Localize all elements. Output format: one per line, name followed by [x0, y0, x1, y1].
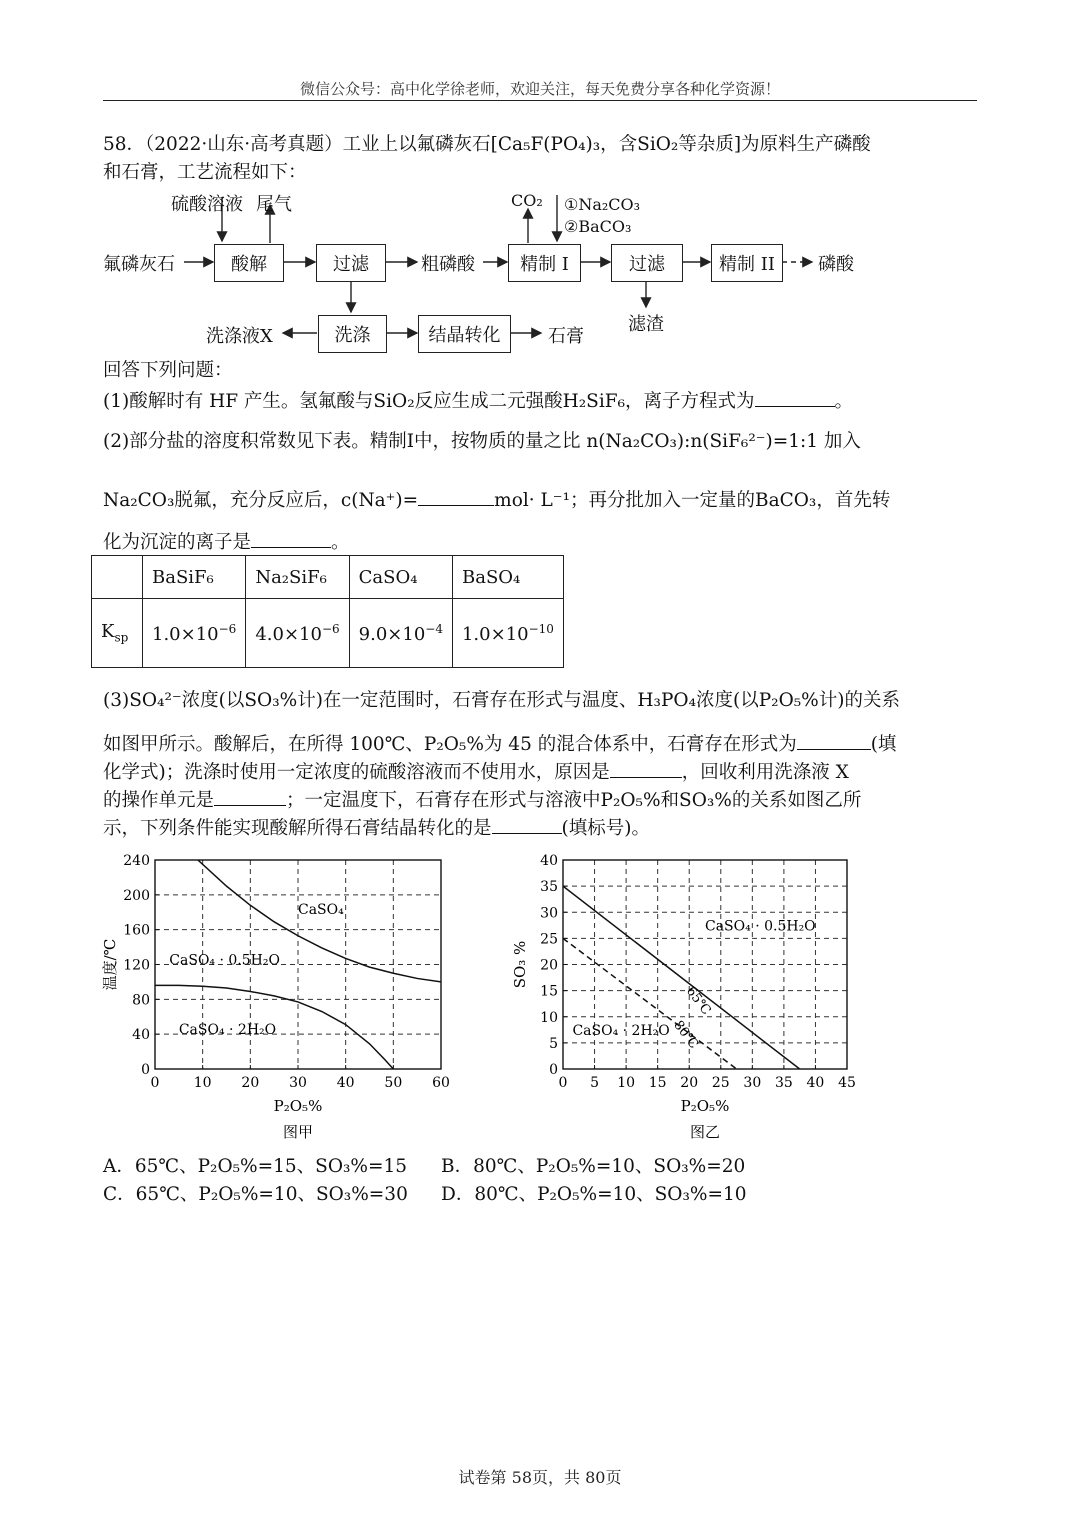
option-c[interactable]: C．65℃、P₂O₅%=10、SO₃%=30: [103, 1184, 408, 1205]
x-tick-label: 30: [289, 1075, 307, 1091]
ksp-mantissa: 9.0×10: [358, 623, 426, 645]
x-tick-label: 60: [432, 1075, 450, 1091]
question-3-line4a: 的操作单元是: [103, 790, 215, 811]
region-label: CaSO₄ · 0.5H₂O: [705, 918, 816, 935]
ksp-value-cell: [246, 599, 349, 668]
question-2-line3b: 。: [331, 532, 350, 553]
flow-tail-gas: 尾气: [256, 194, 292, 215]
answer-blank-3b[interactable]: [610, 757, 682, 778]
x-tick-label: 10: [617, 1075, 636, 1091]
x-tick-label: 25: [711, 1075, 730, 1091]
ksp-exponent: −6: [321, 621, 340, 636]
x-tick-label: 15: [648, 1075, 667, 1091]
question-2-line2a: Na₂CO₃脱氟，充分反应后，c(Na⁺)=: [103, 490, 419, 511]
question-2-line3: [103, 527, 350, 557]
flow-box-filter2: 过滤: [611, 244, 683, 282]
region-label: CaSO₄ · 2H₂O: [572, 1023, 670, 1040]
question-1: [103, 386, 853, 416]
flow-product: 磷酸: [818, 254, 854, 275]
chart-title: 图乙: [689, 1123, 721, 1141]
y-tick-label: 160: [123, 922, 150, 939]
question-3-line3b: ，回收利用洗涤液 X: [681, 762, 849, 783]
flow-residue: 滤渣: [628, 314, 664, 335]
page-footer: 试卷第 58页，共 80页: [458, 1468, 622, 1487]
answer-blank-3d[interactable]: [492, 813, 562, 834]
y-tick-label: 200: [123, 887, 150, 904]
y-tick-label: 30: [540, 905, 558, 922]
question-2-line3a: 化为沉淀的离子是: [103, 532, 252, 553]
flow-box-refine1: 精制 I: [508, 244, 581, 282]
question-3-line2: [103, 729, 896, 759]
question-3-line5a: 示，下列条件能实现酸解所得石膏结晶转化的是: [103, 818, 492, 839]
series-label: 80℃: [670, 1017, 701, 1052]
ksp-subscript: sp: [114, 630, 129, 645]
answer-blank-3a[interactable]: [797, 729, 871, 750]
question-1-end: 。: [834, 391, 854, 412]
flow-gypsum: 石膏: [548, 326, 584, 347]
question-1-text: (1)酸解时有 HF 产生。氢氟酸与SiO₂反应生成二元强酸H₂SiF₆，离子方程式为: [103, 391, 755, 412]
chart-title: 图甲: [282, 1123, 314, 1141]
answer-blank-2a[interactable]: [418, 485, 494, 506]
question-2-line2: [103, 485, 890, 515]
y-tick-label: 25: [540, 931, 558, 948]
x-tick-label: 20: [680, 1075, 699, 1091]
question-intro-line1: 58．（2022·山东·高考真题）工业上以氟磷灰石[Ca₅F(PO₄)₃，含SiO₂等杂质]为原料生产磷酸: [103, 134, 871, 155]
question-3-line3a: 化学式)；洗涤时使用一定浓度的硫酸溶液而不使用水，原因是: [103, 762, 610, 783]
x-tick-label: 10: [193, 1075, 212, 1091]
y-tick-label: 5: [549, 1035, 558, 1052]
ksp-header-cell: CaSO₄: [349, 556, 452, 599]
process-flowchart: [0, 185, 1080, 360]
y-tick-label: 120: [123, 957, 150, 974]
x-tick-label: 20: [241, 1075, 260, 1091]
y-tick-label: 0: [141, 1062, 150, 1078]
ksp-value-row: [92, 599, 564, 668]
x-tick-label: 0: [558, 1075, 568, 1091]
y-tick-label: 35: [540, 879, 558, 896]
option-b[interactable]: B．80℃、P₂O₅%=10、SO₃%=20: [441, 1156, 746, 1177]
y-axis-label: 温度/℃: [101, 938, 119, 991]
y-tick-label: 20: [540, 957, 558, 974]
question-intro-line2: 和石膏，工艺流程如下：: [103, 162, 307, 183]
flow-box-acidolysis: 酸解: [214, 244, 284, 282]
question-3-line3: [103, 757, 849, 787]
flow-co2: CO₂: [511, 191, 543, 210]
flow-wash-liquid: 洗涤液X: [206, 326, 273, 347]
ksp-row-label: [92, 599, 143, 668]
x-axis-label: P₂O₅%: [680, 1097, 730, 1115]
page-header: 微信公众号：高中化学徐老师，欢迎关注，每天免费分享各种化学资源！: [299, 80, 780, 98]
ksp-value-cell: [349, 599, 452, 668]
ksp-corner-cell: [92, 556, 143, 599]
question-3-line5b: (填标号)。: [561, 818, 650, 839]
question-3-line4: [103, 785, 861, 815]
question-2-line1: (2)部分盐的溶度积常数见下表。精制I中，按物质的量之比 n(Na₂CO₃):n(SiF₆²⁻)=1:1 加入: [103, 431, 861, 452]
flow-crude-acid: 粗磷酸: [421, 254, 475, 275]
chart-jia: [95, 850, 470, 1150]
x-tick-label: 50: [384, 1075, 403, 1091]
y-tick-label: 0: [549, 1062, 558, 1078]
x-tick-label: 45: [838, 1075, 856, 1091]
flow-box-crystal: 结晶转化: [418, 315, 511, 353]
x-tick-label: 5: [590, 1075, 600, 1091]
x-tick-label: 40: [806, 1075, 825, 1091]
answer-blank-1[interactable]: [755, 386, 835, 407]
question-3-line2b: (填: [870, 734, 897, 755]
region-label: CaSO₄: [298, 901, 344, 918]
ksp-table: [91, 555, 564, 668]
answer-blank-2b[interactable]: [251, 527, 331, 548]
flow-box-refine2: 精制 II: [711, 244, 783, 282]
region-label: CaSO₄ · 2H₂O: [178, 1022, 277, 1039]
flow-box-wash: 洗涤: [318, 315, 387, 353]
ksp-value-cell: [452, 599, 563, 668]
flow-raw-material: 氟磷灰石: [103, 254, 175, 275]
ksp-exponent: −4: [425, 621, 443, 636]
x-tick-label: 35: [774, 1075, 793, 1091]
ksp-mantissa: 4.0×10: [255, 623, 322, 645]
ksp-symbol: K: [101, 621, 115, 643]
ksp-header-cell: Na₂SiF₆: [246, 556, 349, 599]
flow-reagent1: ①Na₂CO₃: [564, 195, 641, 214]
header-divider: [103, 100, 977, 101]
ksp-mantissa: 1.0×10: [152, 623, 219, 645]
y-tick-label: 15: [540, 983, 558, 1000]
y-tick-label: 10: [540, 1009, 558, 1026]
ksp-header-cell: BaSO₄: [452, 556, 563, 599]
y-tick-label: 40: [540, 853, 558, 869]
y-axis-label: SO₃ %: [511, 940, 529, 989]
y-tick-label: 40: [132, 1027, 150, 1044]
series-label: 65℃: [682, 984, 714, 1018]
flow-reagent2: ②BaCO₃: [564, 217, 632, 236]
x-tick-label: 0: [150, 1075, 160, 1091]
option-d[interactable]: D．80℃、P₂O₅%=10、SO₃%=10: [441, 1184, 747, 1205]
ksp-value-cell: [143, 599, 246, 668]
ksp-exponent: −6: [218, 621, 237, 636]
answer-blank-3c[interactable]: [214, 785, 286, 806]
ksp-mantissa: 1.0×10: [461, 623, 529, 645]
x-axis-label: P₂O₅%: [273, 1097, 323, 1115]
y-tick-label: 80: [132, 992, 150, 1009]
flow-box-filter1: 过滤: [316, 244, 386, 282]
ksp-exponent: −10: [528, 621, 554, 636]
ksp-header-row: [92, 556, 564, 599]
answer-prompt: 回答下列问题：: [103, 360, 233, 381]
chart-yi: [505, 850, 880, 1150]
question-2-line2b: mol· L⁻¹；再分批加入一定量的BaCO₃，首先转: [494, 490, 891, 511]
region-label: CaSO₄ · 0.5H₂O: [169, 952, 280, 969]
ksp-header-cell: BaSiF₆: [143, 556, 246, 599]
x-tick-label: 40: [336, 1075, 355, 1091]
question-3-line4b: ；一定温度下，石膏存在形式与溶液中P₂O₅%和SO₃%的关系如图乙所: [286, 790, 862, 811]
question-3-line5: [103, 813, 650, 843]
x-tick-label: 30: [743, 1075, 762, 1091]
y-tick-label: 240: [123, 853, 150, 869]
flow-acid-input: 硫酸溶液: [171, 194, 243, 215]
question-3-line1: (3)SO₄²⁻浓度(以SO₃%计)在一定范围时，石膏存在形式与温度、H₃PO₄浓度(以P₂O₅%计)的关系: [103, 690, 900, 711]
question-3-line2a: 如图甲所示。酸解后，在所得 100℃、P₂O₅%为 45 的混合体系中，石膏存在形式为: [103, 734, 797, 755]
option-a[interactable]: A．65℃、P₂O₅%=15、SO₃%=15: [103, 1156, 408, 1177]
